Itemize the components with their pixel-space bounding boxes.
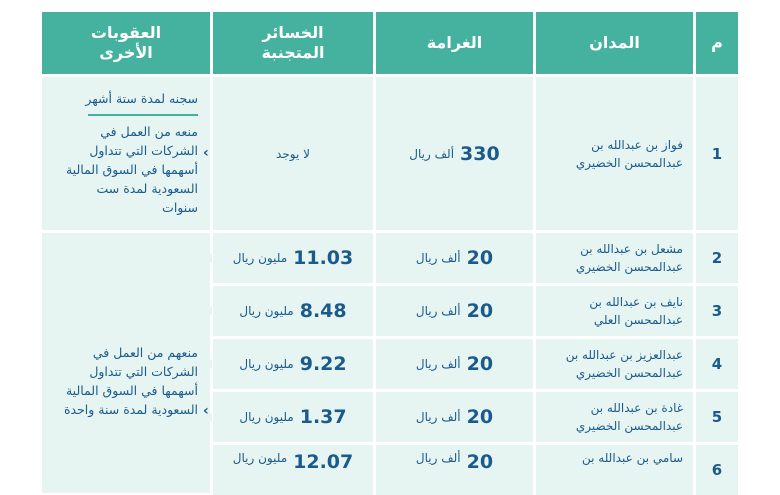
loss-unit: مليون ريال [239, 410, 294, 424]
loss-value: 1.37 [299, 406, 347, 428]
losses-cell [213, 445, 373, 495]
row-number [696, 77, 738, 230]
fine-cell [376, 392, 533, 442]
fine-unit: ألف ريال [415, 451, 461, 465]
header-losses [213, 12, 373, 74]
convict-name [536, 77, 693, 230]
chevron-left-icon: ‹ [203, 145, 209, 161]
loss-value: 11.03 [293, 247, 354, 269]
fine-unit: ألف ريال [415, 357, 461, 371]
row-number-text: 5 [711, 408, 723, 426]
fine-value: 20 [466, 406, 494, 428]
fine-unit: ألف ريال [409, 146, 455, 161]
convict-name-text: غادة بن عبدالله بن عبدالمحسن الخضيري [575, 401, 683, 433]
convict-name [536, 286, 693, 336]
penalties-cell-2 [42, 233, 210, 493]
loss-unit: مليون ريال [232, 451, 288, 465]
row-number [696, 392, 738, 442]
convict-name-text: سامي بن عبدالله بن [581, 451, 683, 465]
fine-cell [376, 286, 533, 336]
header-penalties-label: العقوبات الأخرى [90, 23, 162, 62]
penalty-prison-text: سجنه لمدة ستة أشهر [85, 91, 198, 106]
loss-value: 12.07 [293, 451, 354, 473]
row-number [696, 445, 738, 495]
header-losses-label: الخسائر المتجنبة [261, 23, 325, 62]
fine-value: 20 [466, 247, 494, 269]
losses-cell [213, 339, 373, 389]
loss-value: 8.48 [299, 300, 347, 322]
convict-name [536, 445, 693, 495]
fine-value: 20 [466, 451, 494, 473]
convict-name [536, 233, 693, 283]
losses-cell [213, 392, 373, 442]
row-number [696, 233, 738, 283]
convict-name [536, 339, 693, 389]
row-number-text: 3 [711, 302, 723, 320]
row-number [696, 286, 738, 336]
fine-cell [376, 233, 533, 283]
convict-name-text: عبدالعزيز بن عبدالله بن عبدالمحسن الخضيري [565, 348, 683, 380]
loss-unit: مليون ريال [239, 357, 294, 371]
convict-name-text: نايف بن عبدالله بن عبدالمحسن العلي [589, 295, 683, 327]
fine-value: 20 [466, 300, 494, 322]
row-number-text: 4 [711, 355, 723, 373]
fine-cell [376, 339, 533, 389]
loss-unit: مليون ريال [232, 251, 288, 265]
losses-none-text: لا يوجد [276, 146, 310, 161]
convict-name-text: فواز بن عبدالله بن عبدالمحسن الخضيري [575, 137, 683, 170]
header-penalties [42, 12, 210, 74]
header-fine-label: الغرامة [426, 33, 483, 52]
header-number [696, 12, 738, 74]
fine-cell [376, 77, 533, 230]
loss-unit: مليون ريال [239, 304, 294, 318]
chevron-left-icon: ‹ [203, 403, 209, 419]
penalty-divider [88, 114, 198, 116]
convict-name [536, 392, 693, 442]
convict-name-text: مشعل بن عبدالله بن عبدالمحسن الخضيري [575, 242, 683, 274]
fine-unit: ألف ريال [415, 410, 461, 424]
header-convict [536, 12, 693, 74]
penalty-ban-text: منعه من العمل في الشركات التي تتداول أسهمها في السوق المالية السعودية لمدة ست سنوات [65, 124, 198, 215]
penalties-cell-1 [42, 77, 210, 230]
loss-value: 9.22 [299, 353, 347, 375]
fine-unit: ألف ريال [415, 304, 461, 318]
fine-value: 330 [460, 142, 500, 165]
fine-unit: ألف ريال [415, 251, 461, 265]
fine-cell [376, 445, 533, 495]
fine-value: 20 [466, 353, 494, 375]
row-number-text: 2 [711, 249, 723, 267]
losses-cell [213, 286, 373, 336]
header-convict-label: المدان [589, 33, 640, 52]
header-number-label: م [711, 33, 723, 52]
losses-cell [213, 233, 373, 283]
row-number-text: 1 [711, 144, 723, 163]
row-number-text: 6 [711, 461, 723, 479]
header-fine [376, 12, 533, 74]
penalty-ban-group-text: منعهم من العمل في الشركات التي تتداول أسهمها في السوق المالية السعودية لمدة سنة واحدة [63, 345, 198, 417]
row-number [696, 339, 738, 389]
losses-cell [213, 77, 373, 230]
